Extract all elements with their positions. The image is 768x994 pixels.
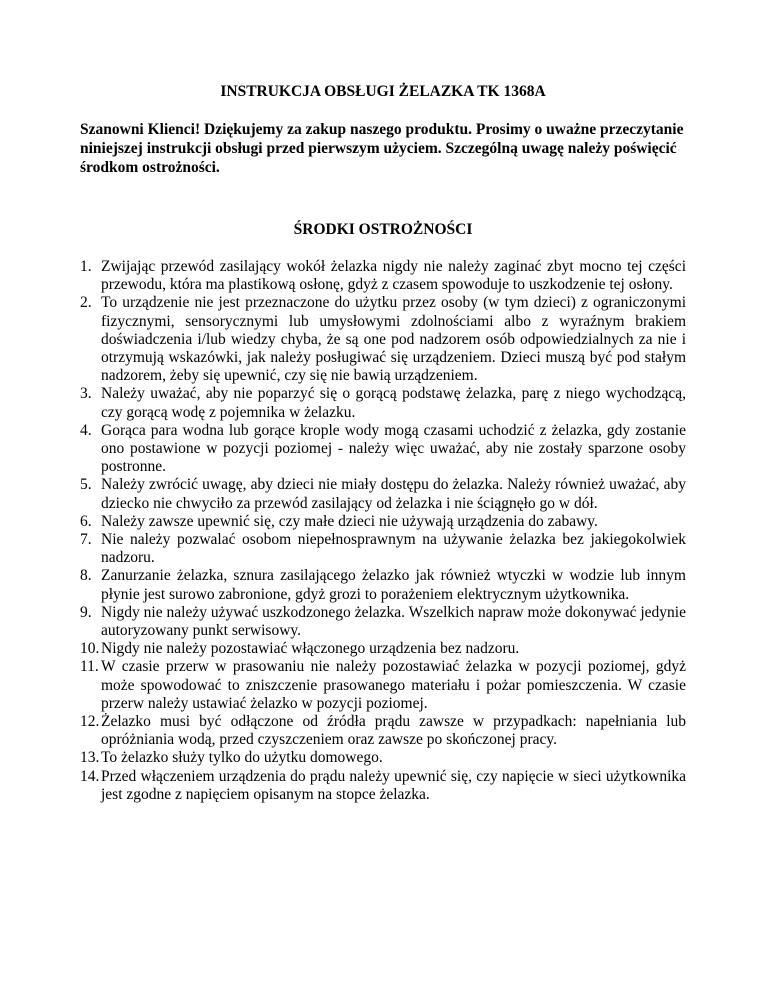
document-title: INSTRUKCJA OBSŁUGI ŻELAZKA TK 1368A [220, 83, 546, 100]
item-number: 6. [80, 512, 92, 530]
list-item [80, 422, 686, 477]
list-item [80, 768, 686, 804]
list-item [80, 531, 686, 567]
list-item [80, 567, 686, 603]
item-number: 5. [80, 476, 92, 494]
safety-list [80, 258, 686, 804]
item-number: 10. [80, 640, 100, 658]
list-item [80, 476, 686, 512]
list-item [80, 640, 686, 658]
list-item [80, 294, 686, 385]
item-text: To żelazko służy tylko do użytku domowego. [101, 749, 383, 767]
item-text: Nigdy nie należy używać uszkodzonego żelazka. Wszelkich napraw może dokonywać jedynie autoryzowany punkt serwisowy. [101, 603, 686, 640]
list-item [80, 658, 686, 713]
item-number: 7. [80, 531, 92, 549]
item-number: 3. [80, 385, 92, 403]
document-page [80, 82, 686, 804]
item-number: 8. [80, 567, 92, 585]
section-title: ŚRODKI OSTROŻNOŚCI [293, 221, 473, 238]
item-number: 11. [80, 658, 99, 676]
item-text: Zwijając przewód zasilający wokół żelazka nigdy nie należy zaginać zbyt mocno tej części przewodu, która ma plastikową osłonę, gdyż z czasem spowoduje to uszkodzenie tej osłony. [101, 258, 686, 294]
item-number: 14. [80, 767, 100, 785]
item-number: 1. [80, 258, 92, 275]
list-item [80, 604, 686, 640]
item-text: Żelazko musi być odłączone od źródła prądu zawsze w przypadkach: napełniania lub opróżniania wodą, przed czyszczeniem oraz zawsze po skończonej pracy. [101, 713, 686, 749]
item-text: Gorąca para wodna lub gorące krople wody mogą czasami uchodzić z żelazka, gdy zostanie ono postawione w pozycji poziomej - należy więc uważać, aby nie zostały sparzone osoby postronne. [101, 421, 686, 476]
item-text: To urządzenie nie jest przeznaczone do użytku przez osoby (w tym dzieci) z ograniczonymi fizycznymi, sensorycznymi lub umysłowymi zdolnościami albo z wyraźnym brakiem doświadczenia i/lub wiedzy chyba, że są one pod nadzorem osób odpowiedzialnych za nie i otrzymują wskazówki, jak należy posługiwać się urządzeniem. Dzieci muszą być pod stałym nadzorem, żeby się upewnić, czy się nie bawią urządzeniem. [101, 294, 686, 385]
item-text: Należy uważać, aby nie poparzyć się o gorącą podstawę żelazka, parę z niego wychodzącą, czy gorącą wodę z pojemnika w żelazku. [101, 385, 686, 421]
item-text: Należy zwrócić uwagę, aby dzieci nie miały dostępu do żelazka. Należy również uważać, aby dziecko nie chwyciło za przewód zasilający od żelazka i nie ściągnęło go w dół. [101, 476, 686, 512]
item-text: W czasie przerw w prasowaniu nie należy pozostawiać żelazka w pozycji poziomej, gdyż może spowodować to zniszczenie prasowanego materiału i pożar pomieszczenia. W czasie przerw należy ustawiać żelazko w pozycji poziomej. [101, 658, 686, 712]
item-text: Przed włączeniem urządzenia do prądu należy upewnić się, czy napięcie w sieci użytkownika jest zgodne z napięciem opisanym na stopce żelazka. [101, 767, 686, 803]
item-number: 2. [80, 294, 92, 312]
list-item [80, 513, 686, 531]
item-number: 9. [80, 603, 92, 621]
item-text: Zanurzanie żelazka, sznura zasilającego żelazko jak również wtyczki w wodzie lub innym płynie jest surowo zabronione, gdyż grozi to porażeniem elektrycznym użytkownika. [101, 567, 686, 603]
item-text: Nie należy pozwalać osobom niepełnosprawnym na używanie żelazka bez jakiegokolwiek nadzoru. [101, 531, 686, 567]
item-number: 13. [80, 749, 100, 767]
list-item [80, 258, 686, 294]
intro-paragraph: Szanowni Klienci! Dziękujemy za zakup naszego produktu. Prosimy o uważne przeczytanie niniejszej instrukcji obsługi przed pierwszym użyciem. Szczególną uwagę należy poświęcić środkom ostrożności. [80, 121, 684, 176]
item-text: Należy zawsze upewnić się, czy małe dzieci nie używają urządzenia do zabawy. [101, 512, 598, 530]
item-text: Nigdy nie należy pozostawiać włączonego urządzenia bez nadzoru. [101, 640, 520, 658]
list-item [80, 385, 686, 421]
list-item [80, 713, 686, 749]
item-number: 4. [80, 421, 92, 439]
item-number: 12. [80, 713, 100, 731]
list-item [80, 749, 686, 767]
